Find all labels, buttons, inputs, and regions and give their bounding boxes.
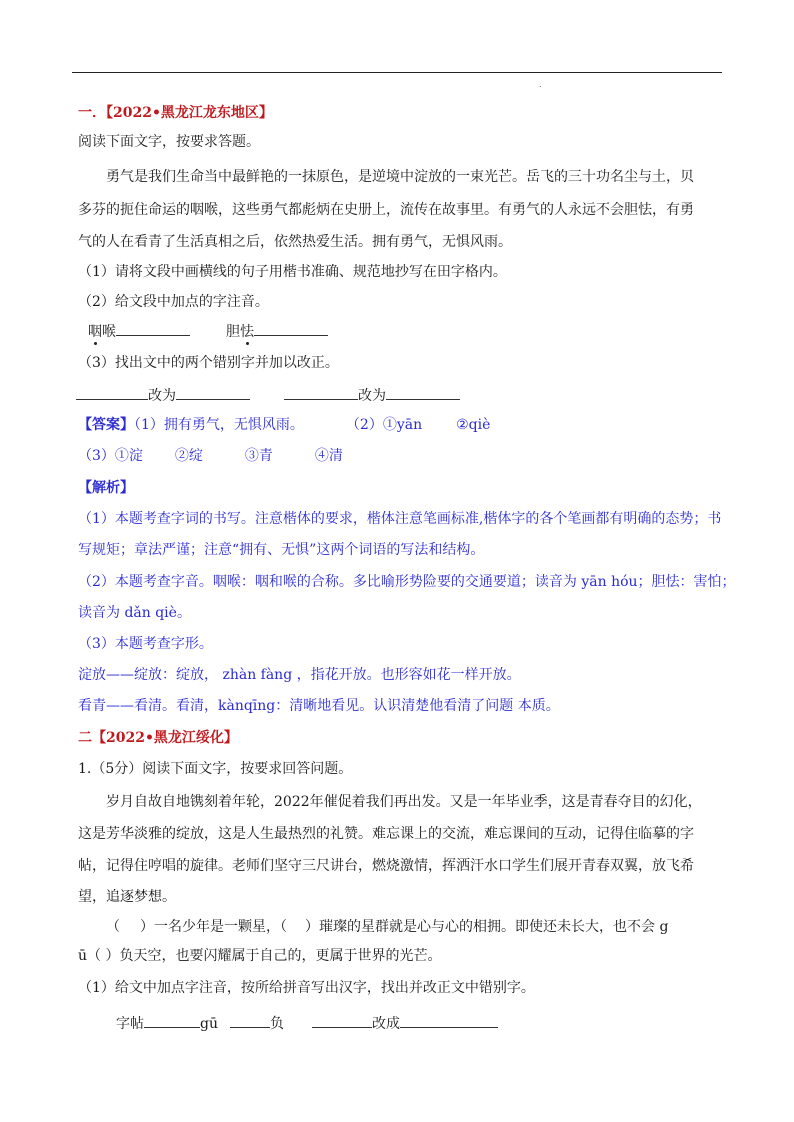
analysis-line2: 写规矩；章法严谨；注意“拥有、无惧”这两个词语的写法和结构。 bbox=[78, 542, 485, 558]
q3-correct-blank-1[interactable] bbox=[176, 385, 250, 400]
analysis-line1: （1）本题考查字词的书写。注意楷体的要求，楷体注意笔画标准,楷体字的各个笔画都有明确的态势；书 bbox=[78, 511, 722, 527]
section2-q1: （1）给文中加点字注音，按所给拼音写出汉字，找出并改正文中错别字。 bbox=[78, 980, 535, 996]
passage1-line2: 多芬的扼住命运的咽喉，这些勇气都彪炳在史册上，流传在故事里。有勇气的人永远不会胆怯，有勇 bbox=[78, 202, 694, 218]
ans-word-zitie: 字帖 bbox=[116, 1016, 144, 1032]
answer-part1: （1）拥有勇气，无惧风雨。 bbox=[134, 417, 304, 433]
answer-part2a: （2）①yān bbox=[345, 417, 423, 433]
section2-heading: 二【2022•黑龙江绥化】 bbox=[78, 730, 238, 746]
ans-blank-correct[interactable] bbox=[400, 1013, 498, 1028]
passage2-line1: 岁月自故自地镌刻着年轮，2022年催促着我们再出发。又是一年毕业季，这是青春夺目的幻化， bbox=[106, 794, 702, 810]
ans-pinyin-gu: gū bbox=[200, 1016, 218, 1032]
passage1-line3: 气的人在看青了生活真相之后，依然热爱生活。拥有勇气，无惧风雨。 bbox=[78, 234, 512, 250]
fill-line2: ū（ ）负天空，也要闪耀属于自己的，更属于世界的光芒。 bbox=[78, 948, 442, 964]
passage2-line2: 这是芳华淡雅的绽放，这是人生最热烈的礼赞。难忘课上的交流，难忘课间的互动，记得住临摹的字 bbox=[78, 826, 694, 842]
passage2-line3: 帖，记得住哼唱的旋律。老师们坚守三尺讲台，燃烧激情，挥洒汗水口学生们展开青春双翼，放飞希 bbox=[78, 858, 694, 874]
q3-changeto-2: 改为 bbox=[358, 388, 386, 404]
section1-instruction: 阅读下面文字，按要求答题。 bbox=[78, 134, 260, 150]
q2-answer-blank-1[interactable] bbox=[116, 321, 190, 336]
section1-heading: 一．【2022•黑龙江龙东地区】 bbox=[78, 105, 273, 121]
section2-q-intro: 1.（5分）阅读下面文字，按要求回答问题。 bbox=[78, 761, 353, 777]
analysis-label: 【解析】 bbox=[78, 480, 134, 496]
analysis-line3: （2）本题考查字音。咽喉：咽和喉的合称。多比喻形势险要的交通要道；读音为 yān hóu；胆怯：害怕； bbox=[78, 574, 736, 590]
answer-line2 bbox=[78, 447, 343, 465]
q3-wrong-blank-2[interactable] bbox=[284, 385, 358, 400]
q2-blanks-row bbox=[88, 321, 328, 341]
answer-label: 【答案】 bbox=[78, 417, 134, 433]
fill-line1-mid: ）一名少年是一颗星，（ bbox=[140, 919, 287, 935]
analysis-line4: 读音为 dǎn qiè。 bbox=[78, 605, 191, 621]
answer-line1 bbox=[78, 416, 490, 434]
answer-part2b: ②qiè bbox=[456, 417, 491, 433]
analysis-line7: 看青——看清。看清，kànqīng：清晰地看见。认识清楚他看清了问题 本质。 bbox=[78, 698, 560, 714]
dotted-char-qie: 怯 bbox=[240, 324, 254, 340]
analysis-line6: 淀放——绽放：绽放， zhàn fàng ，指花开放。也形容如花一样开放。 bbox=[78, 667, 521, 683]
answer-3-1: （3）①淀 bbox=[78, 448, 143, 464]
q2-word2-head: 胆 bbox=[226, 324, 240, 340]
answer-3-4: ④清 bbox=[314, 448, 343, 464]
fill-open-paren-1: （ bbox=[106, 919, 120, 935]
section1-q2: （2）给文段中加点的字注音。 bbox=[78, 294, 269, 310]
fill-line1-end: ）璀璨的星群就是心与心的相拥。即使还未长大，也不会 g bbox=[305, 919, 669, 935]
passage2-line4: 望，追逐梦想。 bbox=[78, 889, 176, 905]
q2-answer-blank-2[interactable] bbox=[254, 321, 328, 336]
ans-blank-gu[interactable] bbox=[230, 1013, 270, 1028]
answer-3-3: ③青 bbox=[244, 448, 273, 464]
ans-char-fu: 负 bbox=[269, 1016, 284, 1032]
ans-blank-zitie[interactable] bbox=[144, 1013, 200, 1028]
section2-answer-row bbox=[116, 1013, 498, 1033]
fill-line1 bbox=[106, 918, 668, 936]
analysis-line5: （3）本题考查字形。 bbox=[78, 636, 213, 652]
section1-q3: （3）找出文中的两个错别字并加以改正。 bbox=[78, 355, 339, 371]
q3-blanks-row bbox=[76, 385, 460, 405]
dotted-char-yan: 咽 bbox=[88, 324, 102, 340]
q2-word1-tail: 喉 bbox=[102, 324, 116, 340]
answer-3-2: ②绽 bbox=[174, 448, 203, 464]
header-dot: . bbox=[539, 80, 542, 89]
q3-wrong-blank-1[interactable] bbox=[76, 385, 148, 400]
q3-correct-blank-2[interactable] bbox=[386, 385, 460, 400]
ans-changeto: 改成 bbox=[371, 1016, 400, 1032]
header-rule bbox=[72, 72, 722, 73]
section1-q1: （1）请将文段中画横线的句子用楷书准确、规范地抄写在田字格内。 bbox=[78, 264, 507, 280]
ans-blank-wrong[interactable] bbox=[312, 1013, 372, 1028]
passage1-line1: 勇气是我们生命当中最鲜艳的一抹原色，是逆境中淀放的一束光芒。岳飞的三十功名尘与土，贝 bbox=[106, 169, 694, 185]
q3-changeto-1: 改为 bbox=[148, 388, 176, 404]
